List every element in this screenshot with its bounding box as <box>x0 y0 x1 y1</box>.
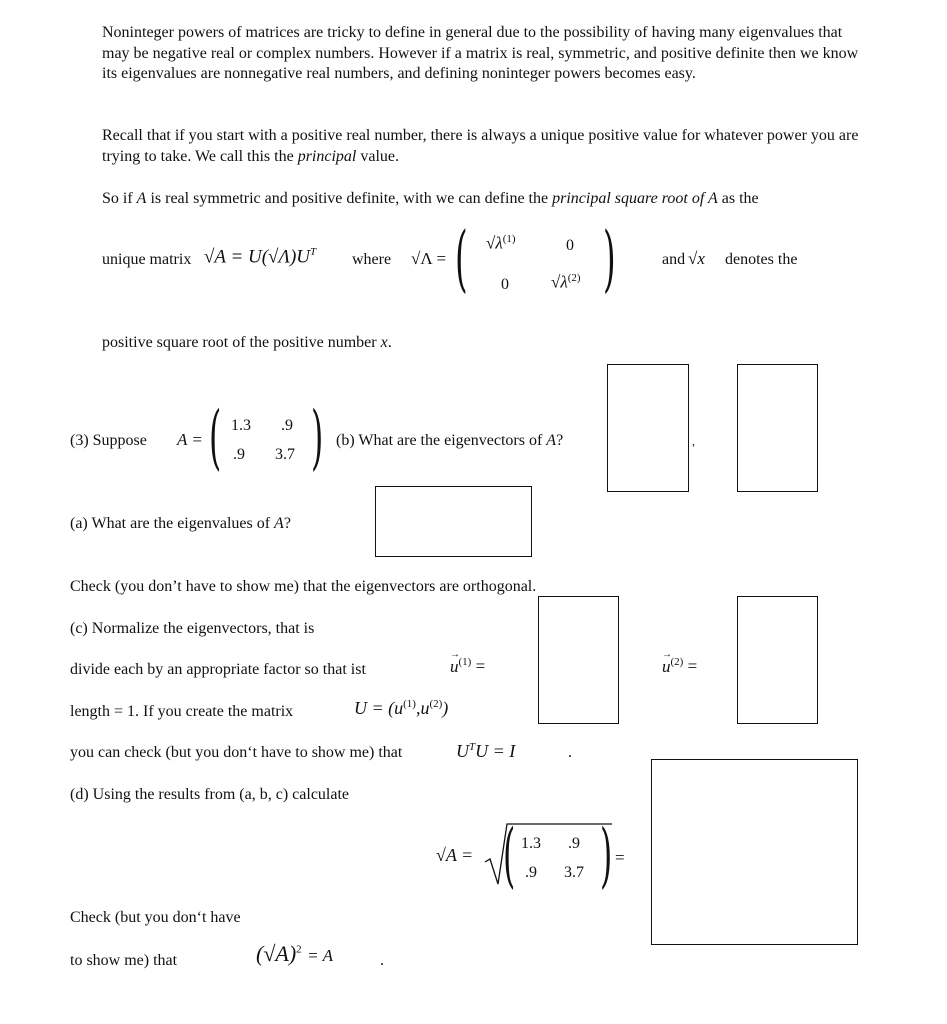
q3c-divide-text: divide each by an appropriate factor so that ist <box>70 661 366 678</box>
U-def-sup2: (2) <box>429 698 443 710</box>
intro-paragraph-2 <box>102 126 872 167</box>
U-matrix-definition <box>354 698 448 719</box>
check-orthogonal-text: Check (you don’t have to show me) that the eigenvectors are orthogonal. <box>70 578 537 595</box>
sqrtA-answer-box[interactable] <box>651 759 858 945</box>
sqrt-matrix-cell-21: .9 <box>525 864 537 881</box>
lambda-matrix-cell-21: 0 <box>501 276 509 293</box>
sqrt-matrix-cell-12: .9 <box>568 835 580 852</box>
lambda-matrix-cell-22 <box>551 272 581 293</box>
p3-text-c: as the <box>717 190 759 207</box>
q3a-A: A <box>274 515 284 532</box>
sqrt-final-equals: = <box>615 848 625 867</box>
q3c-label: (c) Normalize the eigenvectors, that is <box>70 620 315 637</box>
q3d-label: (d) Using the results from (a, b, c) calculate <box>70 786 350 803</box>
sqrtA-squared-check <box>256 941 333 967</box>
A-matrix-right-paren: ) <box>311 396 324 478</box>
sqrt-matrix-left-paren: ( <box>503 814 516 896</box>
p2-text-a: Recall that if you start with a positive real number, there is always a unique positive value for whatever power you are trying to take. We call this the <box>102 127 859 165</box>
definition-lhs: √A = U(√Λ)U <box>204 246 311 268</box>
p3-text-a: So if <box>102 190 137 207</box>
p2-emphasis: principal <box>297 147 357 165</box>
q3b-qmark: ? <box>556 432 564 449</box>
check-but-text: Check (but you don‘t have <box>70 909 241 926</box>
q3a-qmark: ? <box>283 515 291 532</box>
intro-paragraph-1: Noninteger powers of matrices are tricky to define in general due to the possibility of having many eigenvalues that may be negative real or complex numbers. However if a matrix is real, symmetric, and positive definite then we know its eigenvalues are nonnegative real numbers, and defining noninteger powers becomes easy. <box>102 24 859 82</box>
lambda-matrix-right-paren: ) <box>603 216 616 300</box>
A-matrix-cell-11: 1.3 <box>231 417 251 434</box>
UTU-U: U <box>456 741 469 761</box>
check-UTU-text: you can check (but you don‘t have to show me) that <box>70 744 403 761</box>
UTU-rest: U = I <box>475 741 516 761</box>
cell-22-sup: (2) <box>567 272 581 284</box>
eigenvector-comma: , <box>692 434 695 448</box>
definition-sup-T: T <box>310 246 317 258</box>
unique-matrix-label: unique matrix <box>102 251 192 268</box>
A-matrix-cell-22: 3.7 <box>275 446 295 463</box>
p2-text-b: value. <box>356 147 400 165</box>
A-matrix-left-paren: ( <box>209 396 222 478</box>
final-dot: . <box>380 952 384 969</box>
denotes-the-label: denotes the <box>725 251 798 268</box>
u2-eq: = <box>687 656 698 676</box>
sqrt-A-definition <box>204 246 316 268</box>
sqrt-x-label: √x <box>688 249 705 268</box>
u2-sup: (2) <box>670 656 684 668</box>
lambda-matrix-cell-12: 0 <box>566 237 574 254</box>
p3-A: A <box>136 190 147 207</box>
q3b-A: A <box>546 432 557 449</box>
q3a-text: (a) What are the eigenvalues of <box>70 515 275 532</box>
lambda-matrix-left-paren: ( <box>455 216 468 300</box>
lambda-matrix-cell-11 <box>486 233 516 254</box>
u1-answer-box[interactable] <box>538 596 619 724</box>
sq-sup: 2 <box>296 943 302 956</box>
positive-root-text <box>102 334 392 352</box>
sqrt-matrix-cell-22: 3.7 <box>564 864 584 881</box>
q3a-question <box>70 515 291 533</box>
sqrt-matrix-right-paren: ) <box>600 814 613 896</box>
u2-vector: → u <box>662 657 671 676</box>
UTU-dot: . <box>568 744 572 761</box>
A-matrix-cell-12: .9 <box>281 417 293 434</box>
positive-root-period: . <box>387 334 392 351</box>
UTU-sup: T <box>469 741 476 753</box>
cell-22-root: √λ <box>551 272 568 292</box>
u2-equals <box>662 656 697 677</box>
u1-eq: = <box>475 656 486 676</box>
A-matrix-cell-21: .9 <box>233 446 245 463</box>
q3-suppose-label: (3) Suppose <box>70 432 147 449</box>
cell-11-root: √λ <box>486 233 503 253</box>
to-show-text: to show me) that <box>70 952 178 969</box>
sq-eq: = A <box>307 946 333 965</box>
intro-paragraph-3 <box>102 189 872 210</box>
U-def-start: U = (u <box>354 698 404 718</box>
u2-answer-box[interactable] <box>737 596 818 724</box>
U-def-end: ) <box>442 698 449 718</box>
U-def-mid: ,u <box>415 698 430 718</box>
and-label: and <box>662 251 686 268</box>
cell-11-sup: (1) <box>502 233 516 245</box>
eigenvalues-answer-box[interactable] <box>375 486 532 557</box>
q3b-text: (b) What are the eigenvectors of <box>336 432 547 449</box>
sqrtA-equals: √A = <box>436 845 474 865</box>
p3-emphasis: principal square root of A <box>552 190 718 207</box>
u1-equals <box>450 656 485 677</box>
sq-expr: (√A) <box>256 941 297 966</box>
sqrt-matrix-cell-11: 1.3 <box>521 835 541 852</box>
p3-text-b: is real symmetric and positive definite, with we can define the <box>146 190 553 207</box>
q3-A-equals: A = <box>177 430 203 449</box>
q3b-question <box>336 432 563 450</box>
where-label: where <box>352 251 392 268</box>
U-def-sup1: (1) <box>403 698 416 710</box>
positive-root-x: x <box>380 334 388 351</box>
u1-sup: (1) <box>458 656 472 668</box>
UTU-equation <box>456 741 515 762</box>
length-text: length = 1. If you create the matrix <box>70 703 294 720</box>
sqrt-lambda-label: √Λ = <box>411 249 447 268</box>
u1-vector: → u <box>450 657 459 676</box>
positive-root-main: positive square root of the positive number <box>102 334 381 351</box>
eigenvector-2-answer-box[interactable] <box>737 364 818 492</box>
eigenvector-1-answer-box[interactable] <box>607 364 689 492</box>
